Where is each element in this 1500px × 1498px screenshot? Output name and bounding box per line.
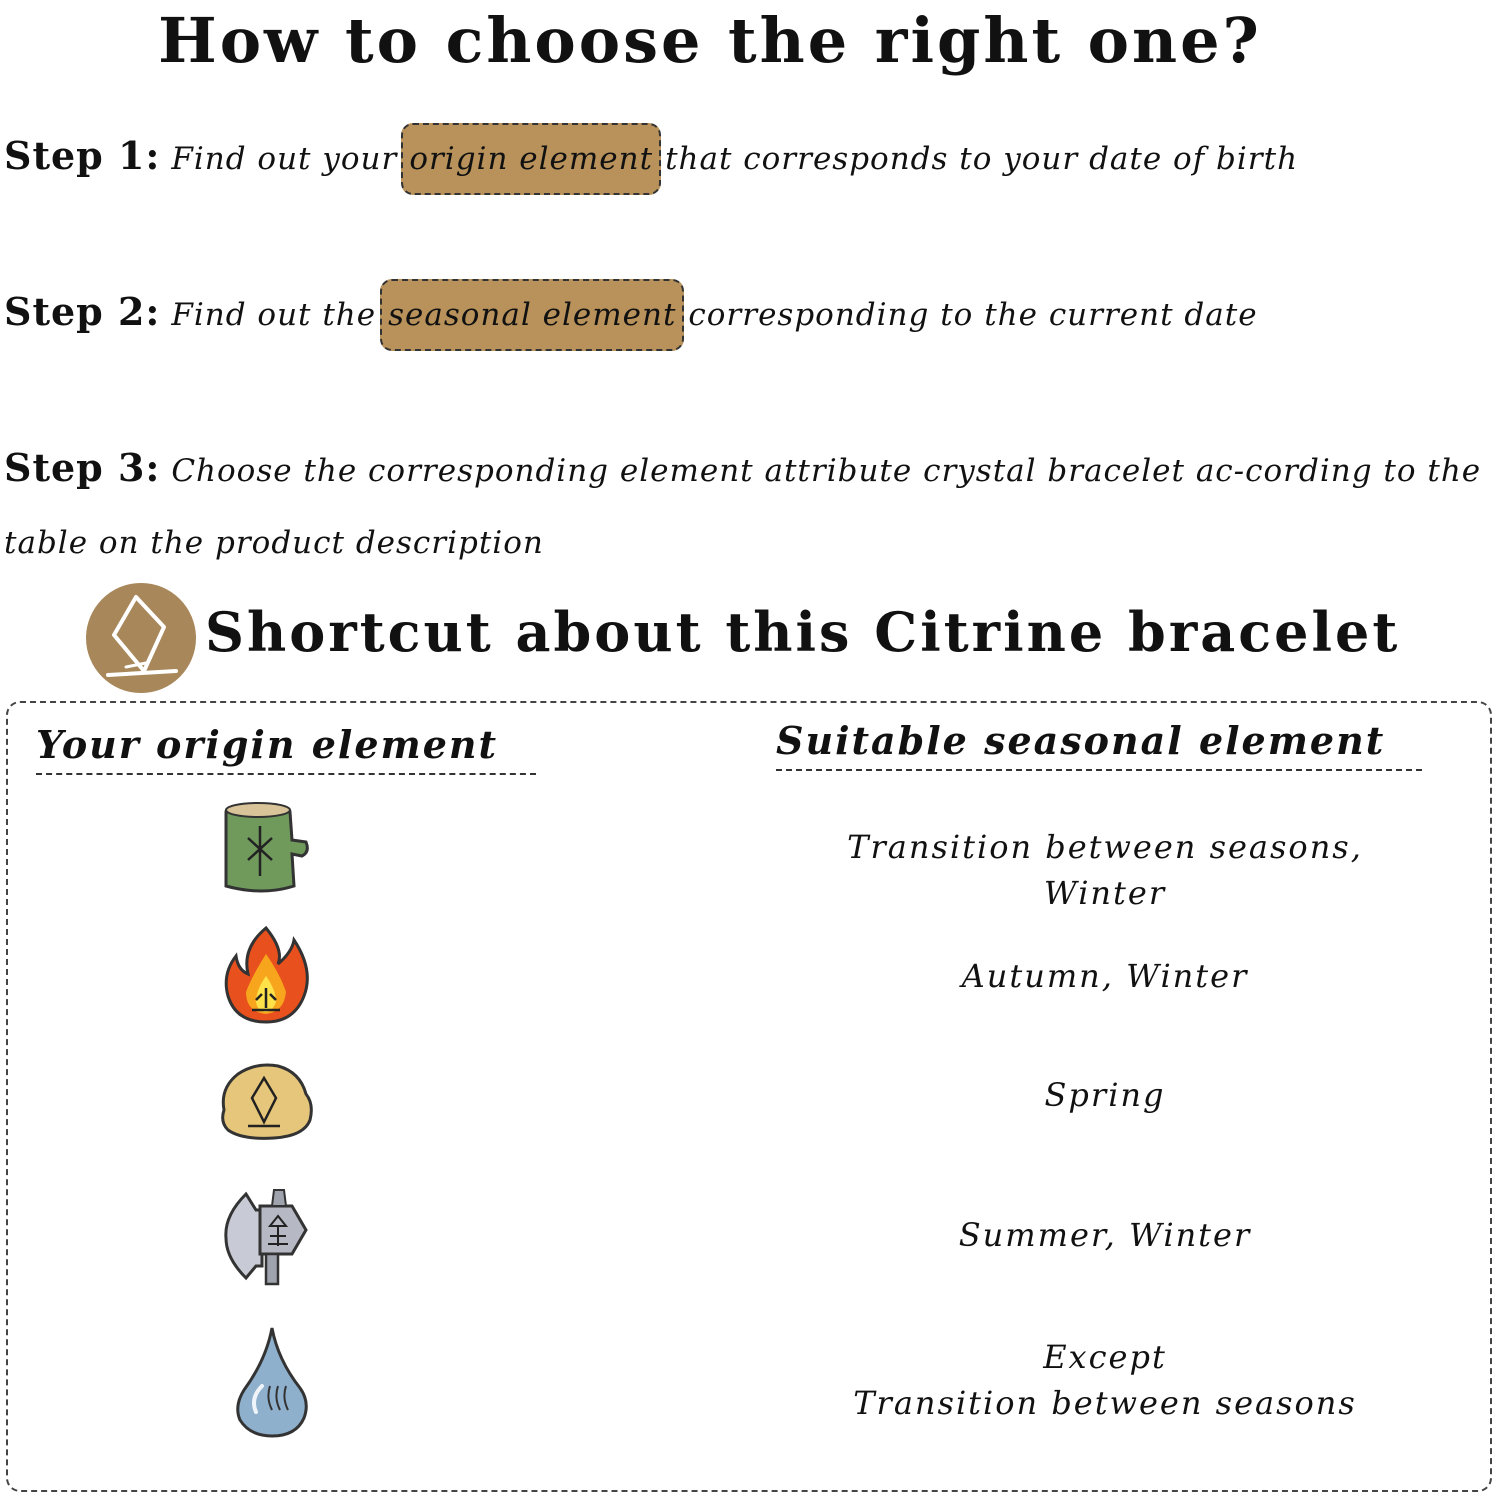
- step-3-label: Step 3:: [4, 445, 161, 490]
- step-2-after: corresponding to the current date: [688, 297, 1258, 333]
- step-2-label: Step 2:: [4, 289, 161, 334]
- seasonal-element-highlight: seasonal element: [380, 279, 684, 351]
- season-line: Spring: [1044, 1076, 1166, 1114]
- diamond-badge-icon: [86, 583, 196, 693]
- step-1: [4, 120, 1484, 195]
- origin-element-highlight: origin element: [401, 123, 661, 195]
- season-row-wood: [760, 824, 1450, 916]
- wood-icon: [218, 800, 313, 899]
- step-1-label: Step 1:: [4, 133, 161, 178]
- fire-icon: [222, 924, 312, 1028]
- season-line: Autumn, Winter: [961, 957, 1249, 995]
- metal-icon: [222, 1186, 312, 1294]
- step-2: [4, 276, 1484, 351]
- step-3: [4, 432, 1484, 579]
- water-icon: [230, 1324, 314, 1444]
- season-line: Winter: [1043, 874, 1167, 912]
- page-title: How to choose the right one?: [158, 4, 1262, 77]
- season-line: Except: [1043, 1338, 1167, 1376]
- step-1-after: that corresponds to your date of birth: [665, 141, 1299, 177]
- season-row-earth: [760, 1072, 1450, 1118]
- earth-icon: [216, 1060, 316, 1146]
- season-line: Transition between seasons: [853, 1384, 1357, 1422]
- header-origin-element: Your origin element: [36, 722, 536, 775]
- header-seasonal-element: Suitable seasonal element: [776, 718, 1422, 771]
- season-row-fire: [760, 953, 1450, 999]
- season-row-metal: [760, 1212, 1450, 1258]
- step-2-before: Find out the: [171, 297, 377, 333]
- season-line: Summer, Winter: [958, 1216, 1252, 1254]
- step-3-text: Choose the corresponding element attribute crystal bracelet ac-cording to the table on the product description: [4, 453, 1482, 561]
- season-line: Transition between seasons,: [847, 828, 1363, 866]
- shortcut-title: Shortcut about this Citrine bracelet: [205, 600, 1401, 664]
- step-1-before: Find out your: [171, 141, 398, 177]
- season-row-water: [760, 1334, 1450, 1426]
